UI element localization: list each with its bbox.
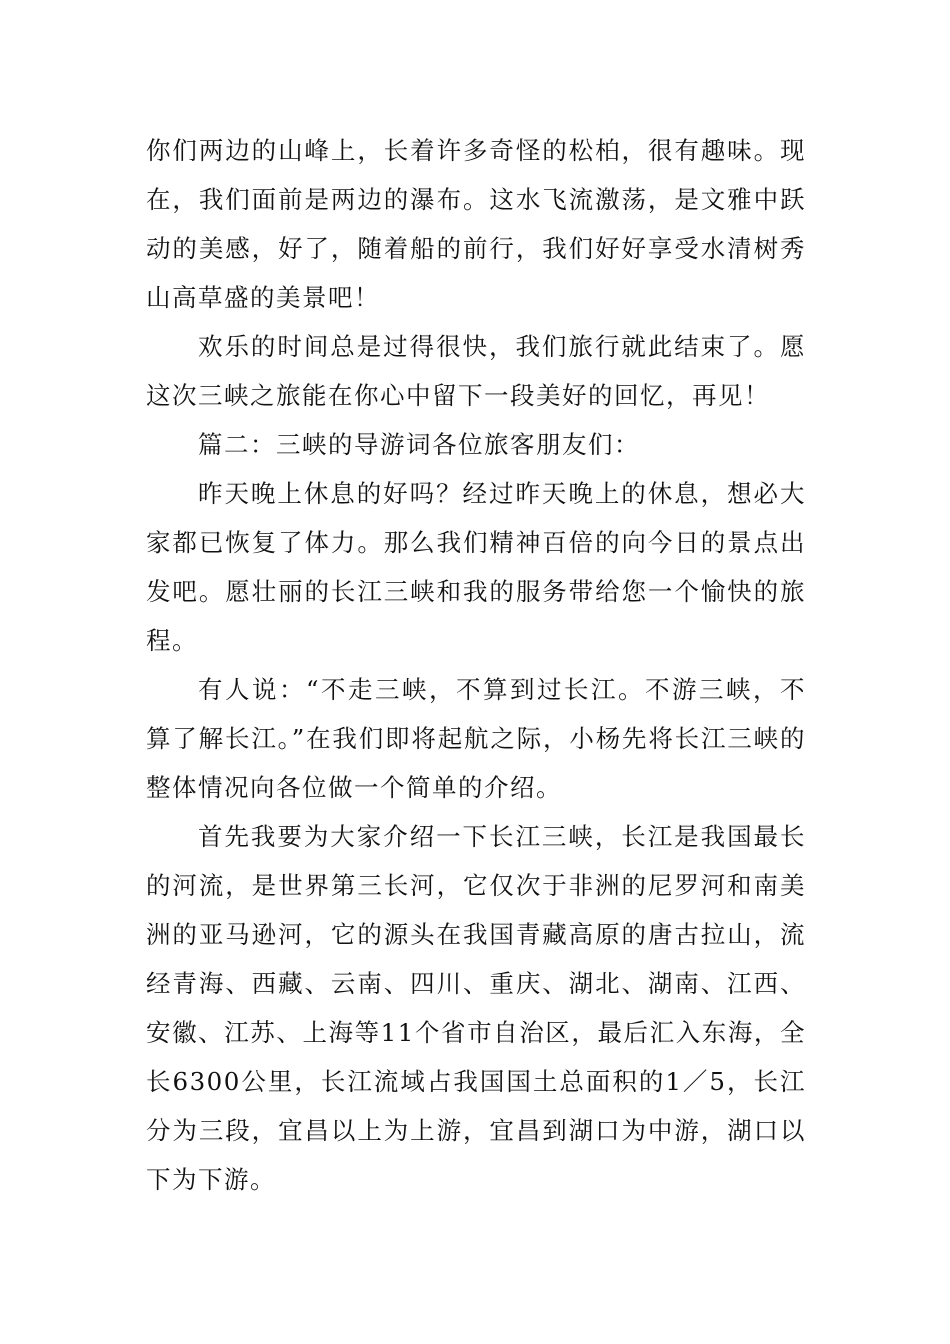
paragraph-2: 欢乐的时间总是过得很快，我们旅行就此结束了。愿这次三峡之旅能在你心中留下一段美好的回忆，再见！ [146, 332, 806, 410]
paragraph-3: 昨天晚上休息的好吗？经过昨天晚上的休息，想必大家都已恢复了体力。那么我们精神百倍的向今日的景点出发吧。愿壮丽的长江三峡和我的服务带给您一个愉快的旅程。 [146, 479, 806, 655]
paragraph-5: 首先我要为大家介绍一下长江三峡，长江是我国最长的河流，是世界第三长河，它仅次于非洲的尼罗河和南美洲的亚马逊河，它的源头在我国青藏高原的唐古拉山，流经青海、西藏、云南、四川、重庆、湖北、湖南、江西、安徽、江苏、上海等11个省市自治区，最后汇入东海，全长6300公里，长江流域占我国国土总面积的1／5，长江分为三段，宜昌以上为上游，宜昌到湖口为中游，湖口以下为下游。 [146, 822, 806, 1194]
paragraph-1: 你们两边的山峰上，长着许多奇怪的松柏，很有趣味。现在，我们面前是两边的瀑布。这水飞流激荡，是文雅中跃动的美感，好了，随着船的前行，我们好好享受水清树秀山高草盛的美景吧！ [146, 136, 806, 312]
section-heading: 篇二：三峡的导游词各位旅客朋友们： [198, 430, 640, 459]
paragraph-4: 有人说：“不走三峡，不算到过长江。不游三峡，不算了解长江。”在我们即将起航之际，小杨先将长江三峡的整体情况向各位做一个简单的介绍。 [146, 675, 806, 802]
document-body [146, 126, 806, 1204]
